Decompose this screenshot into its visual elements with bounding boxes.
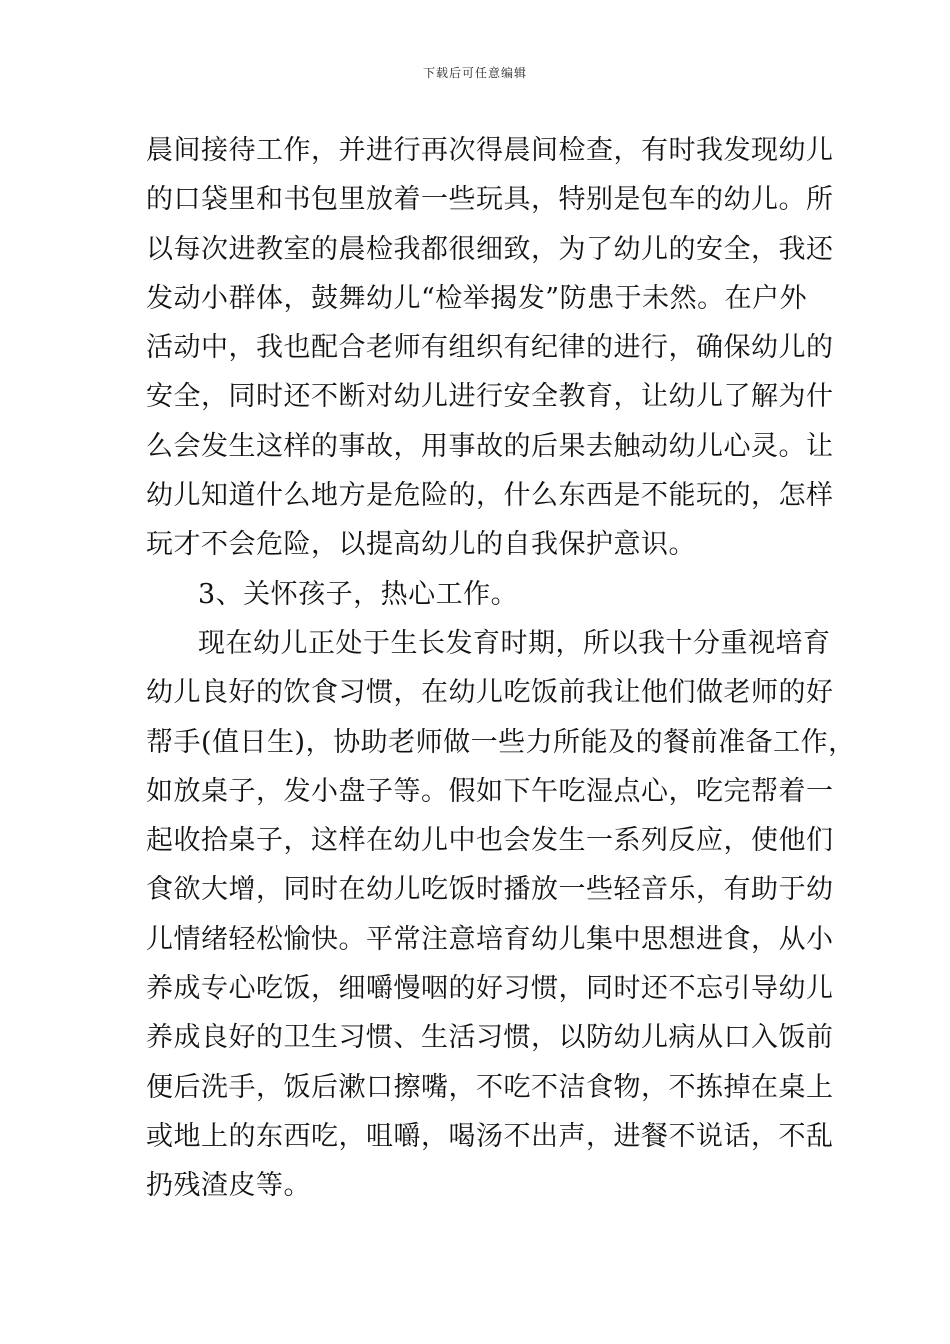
text-line: 起收拾桌子，这样在幼儿中也会发生一系列反应，使他们 xyxy=(146,825,834,857)
text-line: 活动中，我也配合老师有组织有纪律的进行，确保幼儿的 xyxy=(146,332,834,364)
text-line: 如放桌子，发小盘子等。假如下午吃湿点心，吃完帮着一 xyxy=(146,775,834,807)
text-line: 养成专心吃饭，细嚼慢咽的好习惯，同时还不忘引导幼儿 xyxy=(146,973,834,1005)
text-line: 幼儿良好的饮食习惯，在幼儿吃饭前我让他们做老师的好 xyxy=(146,677,834,709)
text-line: 儿情绪轻松愉快。平常注意培育幼儿集中思想进食，从小 xyxy=(146,923,834,955)
text-line: 么会发生这样的事故，用事故的后果去触动幼儿心灵。让 xyxy=(146,430,834,462)
page-header: 下载后可任意编辑 xyxy=(422,66,527,80)
text-line: 的口袋里和书包里放着一些玩具，特别是包车的幼儿。所 xyxy=(146,184,834,216)
text-line: 帮手(值日生)，协助老师做一些力所能及的餐前准备工作， xyxy=(146,726,856,758)
text-line: 幼儿知道什么地方是危险的，什么东西是不能玩的，怎样 xyxy=(146,480,834,512)
document-body xyxy=(146,126,856,1211)
text-line: 以每次进教室的晨检我都很细致，为了幼儿的安全，我还 xyxy=(146,233,834,265)
section-heading: 3、关怀孩子，热心工作。 xyxy=(198,578,519,610)
text-line: 晨间接待工作，并进行再次得晨间检查，有时我发现幼儿 xyxy=(146,135,834,166)
text-line: 安全，同时还不断对幼儿进行安全教育，让幼儿了解为什 xyxy=(146,381,834,413)
text-line: 玩才不会危险，以提高幼儿的自我保护意识。 xyxy=(146,529,696,561)
text-line: 食欲大增，同时在幼儿吃饭时播放一些轻音乐，有助于幼 xyxy=(146,874,834,906)
text-line: 养成良好的卫生习惯、生活习惯，以防幼儿病从口入饭前 xyxy=(146,1022,834,1054)
text-line: 扔残渣皮等。 xyxy=(146,1170,311,1202)
text-line: 或地上的东西吃，咀嚼，喝汤不出声，进餐不说话，不乱 xyxy=(146,1120,834,1152)
paragraph-first-line: 现在幼儿正处于生长发育时期，所以我十分重视培育 xyxy=(198,627,831,659)
text-line: 便后洗手，饭后漱口擦嘴，不吃不洁食物，不拣掉在桌上 xyxy=(146,1071,834,1103)
text-line: 发动小群体，鼓舞幼儿“检举揭发”防患于未然。在户外 xyxy=(146,282,808,314)
